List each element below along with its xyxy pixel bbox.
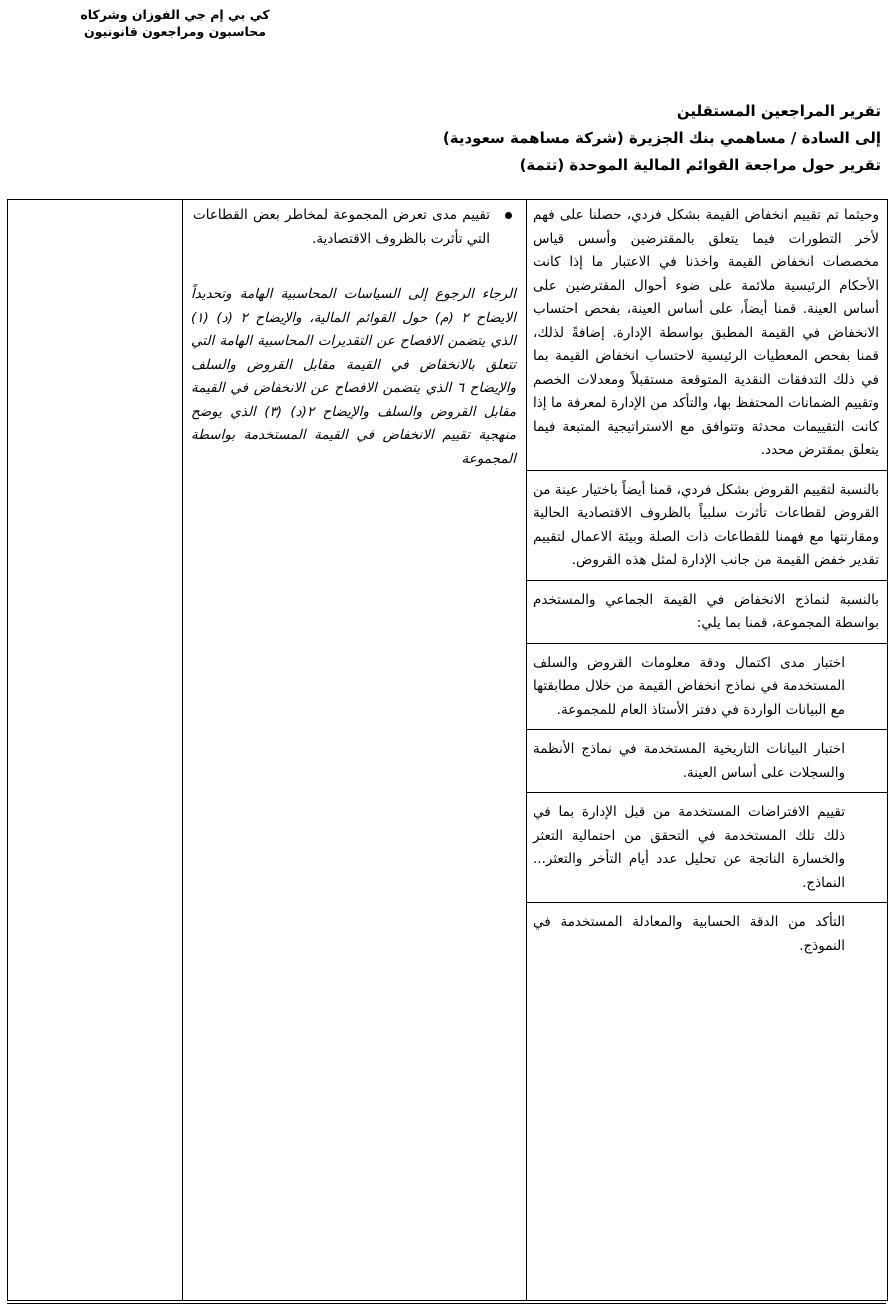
page-bottom-rule [7, 1303, 886, 1304]
report-heading [121, 98, 881, 179]
procedure-paragraph-collective: بالنسبة لنماذج الانخفاض في القيمة الجماعي والمستخدم بواسطة المجموعة، قمنا بما يلي: [533, 591, 879, 631]
divider [527, 902, 887, 903]
report-title: تقرير المراجعين المستقلين [676, 102, 881, 120]
divider [527, 643, 887, 644]
procedure-paragraph-individual: وحيثما تم تقييم انخفاض القيمة بشكل فردي، حصلنا على فهم لأخر التطورات فيما يتعلق بالمقترضين وأسس قياس مخصصات انخفاض القيمة واخذنا في الاعتبار ما إذا كانت الأحكام الرئيسية ملائمة على ضوء أحوال المقترضين على أساس العينة. قمنا أيضاً، على أساس العينة، بفحص احتساب الانخفاض في القيمة المطبق بواسطة الإدارة. إضافةً لذلك، قمنا بفحص المعطيات الرئيسية لاحتساب انخفاض القيمة بما في ذلك التدفقات النقدية المتوقعة مستقبلاً ومعدلات الخصم وتقييم الضمانات المحتفظ بها، والتأكد من الإدارة لمعرفة ما إذا كانت التقييمات محدثة وتتوافق مع الاستراتيجية المتبعة فيما يتعلق بمقترض محدد. [533, 207, 879, 458]
notes-reference: الرجاء الرجوع إلى السياسات المحاسبية الهامة وتحديداً الايضاح ٢ (م) حول القوائم المالية، والإيضاح ٢ (د) (١) الذي يتضمن الافصاح عن التقديرات المحاسبية الهامة التي تتعلق بالانخفاض في القيمة مقابل القروض والسلف والإيضاح ٦ الذي يتضمن الافصاح عن الانخفاض في القيمة مقابل القروض والسلف والإيضاح ٢(د) (٣) الذي يوضح منهجية تقييم الانخفاض في القيمة المستخدمة بواسطة المجموعة [191, 286, 517, 467]
table-row [8, 200, 888, 1301]
key-audit-matter-cell [183, 200, 527, 1301]
divider [527, 729, 887, 730]
procedure-step-data-completeness: اختبار مدى اكتمال ودقة معلومات القروض والسلف المستخدمة في نماذج انخفاض القيمة من خلال مطابقتها مع البيانات الواردة في دفتر الأستاذ العام للمجموعة. [533, 654, 845, 718]
firm-subtitle: محاسبون ومراجعون قانونيون [84, 24, 266, 39]
key-audit-matters-table [7, 199, 888, 1301]
divider [527, 792, 887, 793]
procedure-step-historical-data: اختبار البيانات التاريخية المستخدمة في نماذج الأنظمة والسجلات على أساس العينة. [533, 741, 845, 781]
procedure-step-assumptions: تقييم الافتراضات المستخدمة من قبل الإدارة بما في ذلك تلك المستخدمة في التحقق من احتمالية التعثر والخسارة الناتجة عن تحليل عدد أيام التأخر والتعثر... النماذج. [533, 804, 845, 891]
divider [527, 580, 887, 581]
matter-bullet-item [183, 200, 526, 251]
firm-name: كي بي إم جي الفوزان وشركاه [80, 7, 270, 22]
report-subtitle: تقرير حول مراجعة القوائم المالية الموحدة (تتمة) [519, 156, 881, 174]
firm-header [60, 6, 290, 40]
addressee: إلى السادة / مساهمي بنك الجزيرة (شركة مساهمة سعودية) [442, 129, 881, 147]
divider [527, 470, 887, 471]
procedure-step-accuracy: التأكد من الدقة الحسابية والمعادلة المستخدمة في النموذج. [533, 914, 845, 954]
empty-column [8, 200, 183, 1301]
procedure-paragraph-sector-sample: بالنسبة لتقييم القروض بشكل فردي، قمنا أيضاً باختيار عينة من القروض لقطاعات تأثرت سلبياً بالظروف الاقتصادية الحالية ومقارنتها مع فهمنا للقطاعات ذات الصلة وبيئة الاعمال لتقييم تقدير خفض القيمة من جانب الإدارة لمثل هذه القروض. [533, 481, 879, 568]
audit-procedures-cell [527, 200, 888, 1301]
matter-bullet-text: تقييم مدى تعرض المجموعة لمخاطر بعض القطاعات التي تأثرت بالظروف الاقتصادية. [193, 207, 490, 247]
bullet-dot-icon [505, 212, 512, 219]
